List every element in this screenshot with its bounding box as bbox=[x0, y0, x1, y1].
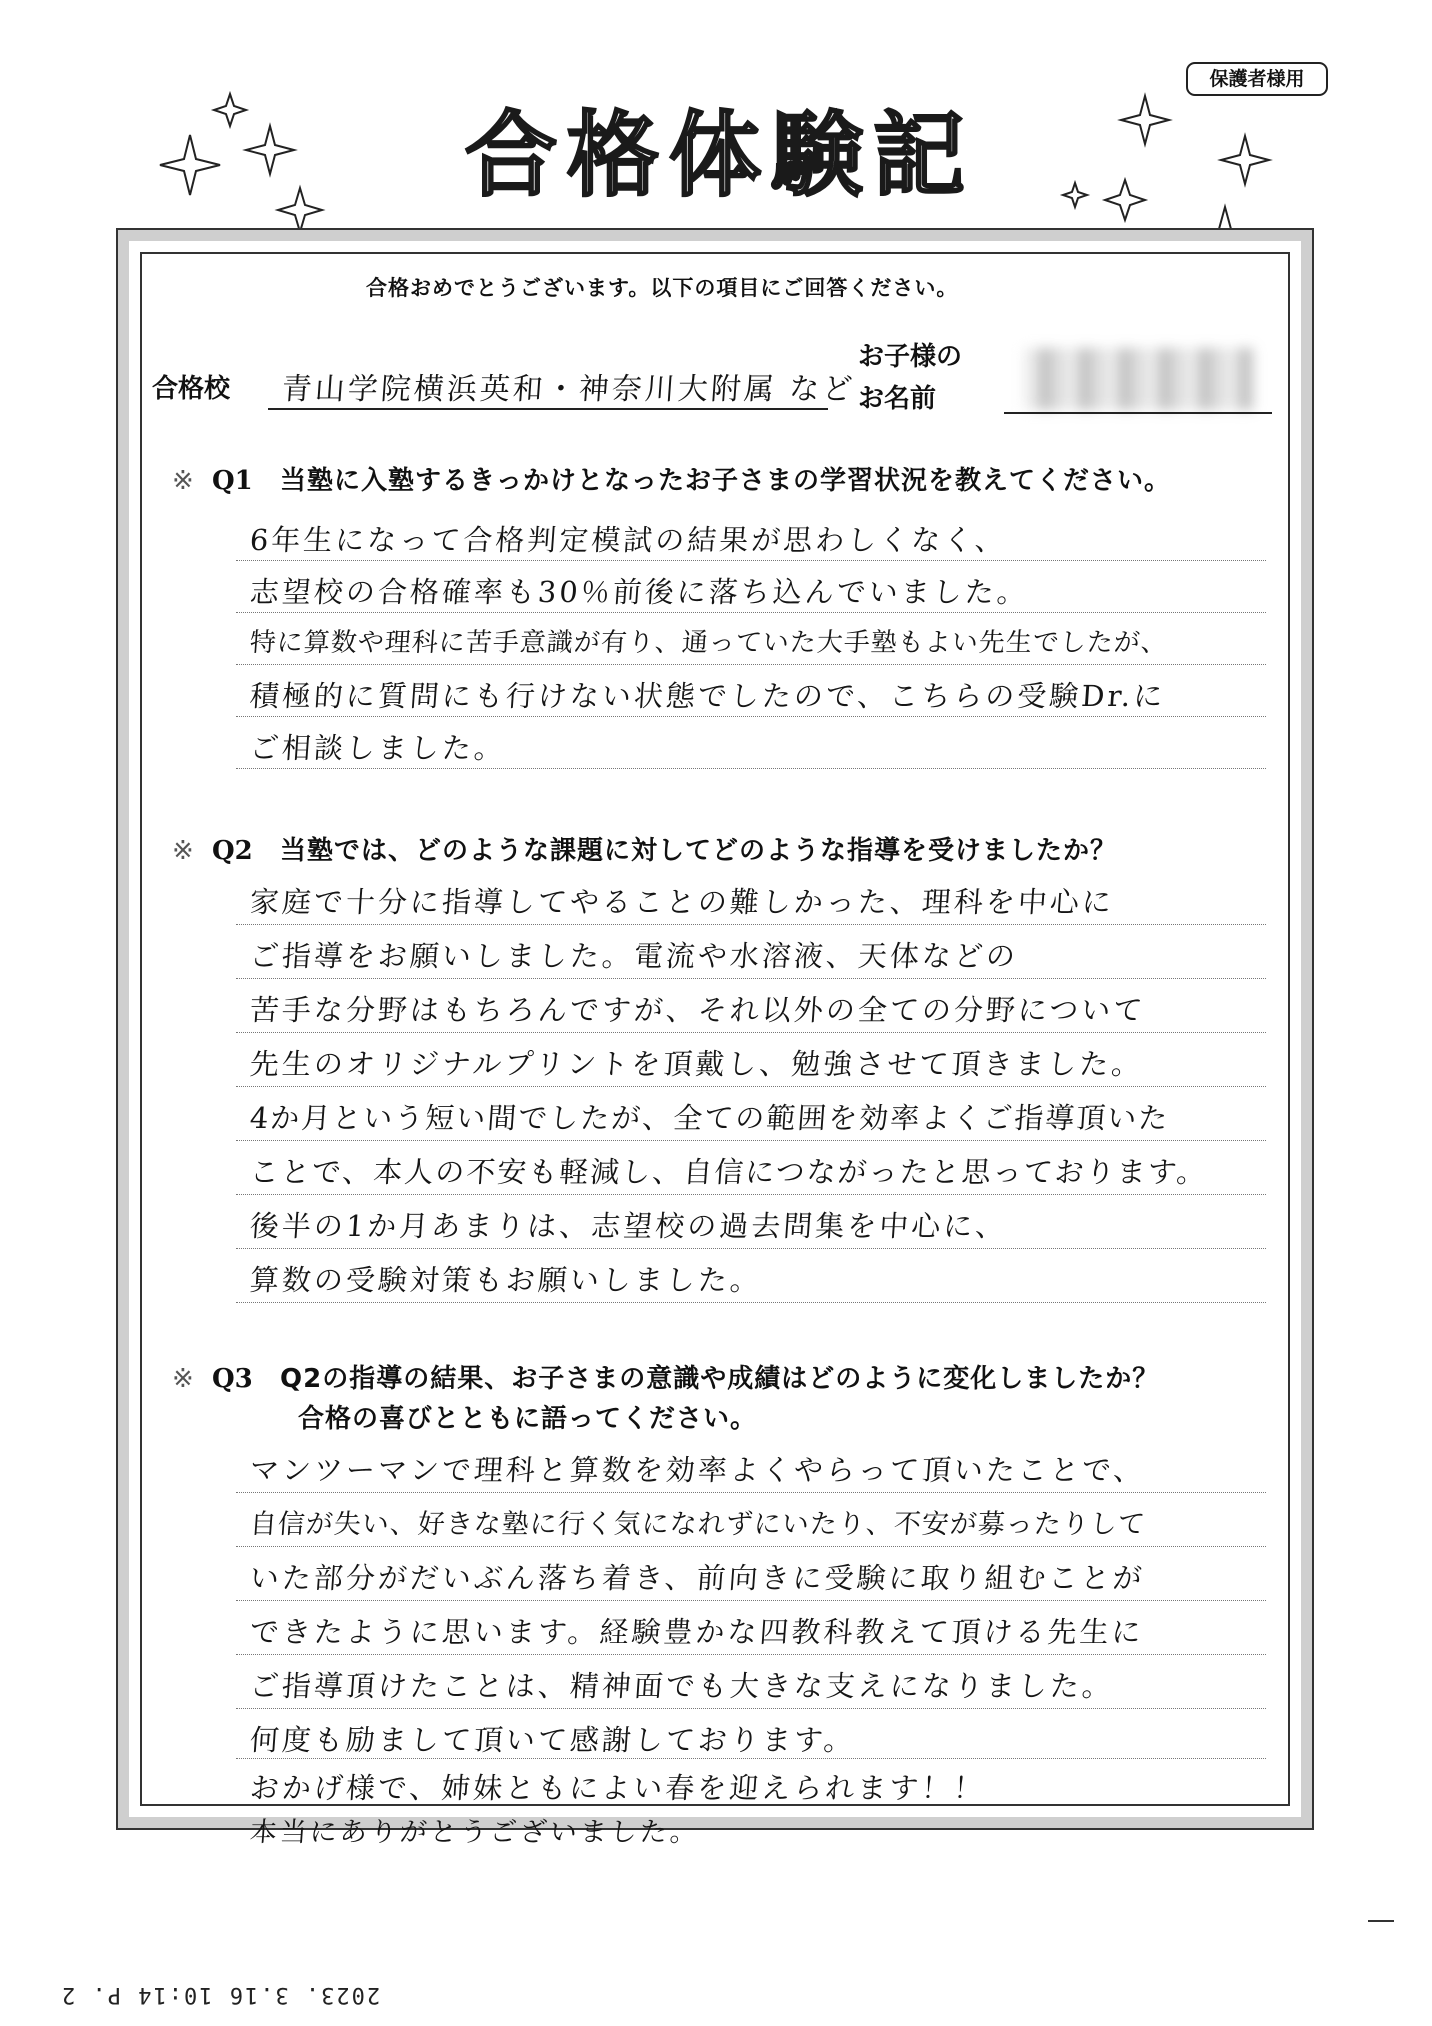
guardian-use-badge: 保護者様用 bbox=[1186, 62, 1328, 96]
answer-line: ことで、本人の不安も軽減し、自信につながったと思っております。 bbox=[248, 1155, 1209, 1189]
writing-line bbox=[236, 1032, 1266, 1033]
writing-line bbox=[236, 1758, 1266, 1759]
writing-line bbox=[236, 1302, 1266, 1303]
fax-timestamp: 2023. 3.16 10:14 P. 2 bbox=[60, 1982, 381, 2007]
answer-line: 積極的に質問にも行けない状態でしたので、こちらの受験Dr.に bbox=[248, 679, 1167, 713]
answer-line: 何度も励まして頂いて感謝しております。 bbox=[248, 1723, 857, 1757]
writing-line bbox=[236, 1654, 1266, 1655]
answer-line: 特に算数や理科に苦手意識が有り、通っていた大手塾もよい先生でしたが、 bbox=[248, 628, 1169, 658]
answer-line: 算数の受験対策もお願いしました。 bbox=[248, 1263, 764, 1297]
question-text: 当塾では、どのような課題に対してどのような指導を受けましたか？ bbox=[280, 836, 1118, 866]
question-3 bbox=[172, 1358, 1159, 1395]
answer-line: 後半の1か月あまりは、志望校の過去問集を中心に、 bbox=[248, 1209, 1009, 1243]
asterisk-mark-icon: ※ bbox=[172, 836, 194, 866]
intro-text: 合格おめでとうございます。以下の項目にご回答ください。 bbox=[366, 276, 959, 300]
writing-line bbox=[236, 768, 1266, 769]
writing-line bbox=[236, 924, 1266, 925]
writing-line bbox=[236, 1248, 1266, 1249]
writing-line bbox=[236, 1492, 1266, 1493]
question-2 bbox=[172, 830, 1117, 867]
redacted-name bbox=[1024, 348, 1254, 410]
answer-line: ご指導をお願いしました。電流や水溶液、天体などの bbox=[248, 939, 1020, 973]
writing-line bbox=[236, 978, 1266, 979]
question-number: Q3 bbox=[212, 1364, 253, 1394]
writing-line bbox=[236, 1086, 1266, 1087]
question-text: Q2の指導の結果、お子さまの意識や成績はどのように変化しましたか？ bbox=[280, 1364, 1160, 1394]
name-label-line2: お名前 bbox=[858, 384, 937, 414]
answer-line: 先生のオリジナルプリントを頂戴し、勉強させて頂きました。 bbox=[248, 1047, 1145, 1081]
question-1 bbox=[172, 460, 1171, 497]
writing-line bbox=[236, 560, 1266, 561]
answer-line: マンツーマンで理科と算数を効率よくやらって頂いたことで、 bbox=[248, 1453, 1147, 1487]
writing-line bbox=[236, 1194, 1266, 1195]
answer-line: 本当にありがとうございました。 bbox=[248, 1817, 701, 1848]
name-label-line1: お子様の bbox=[858, 342, 963, 372]
asterisk-mark-icon: ※ bbox=[172, 466, 194, 496]
school-label: 合格校 bbox=[152, 374, 231, 404]
answer-line: 志望校の合格確率も30％前後に落ち込んでいました。 bbox=[248, 575, 1030, 609]
answer-line: ご指導頂けたことは、精神面でも大きな支えになりました。 bbox=[248, 1669, 1116, 1703]
page-title: 合格体験記 bbox=[464, 101, 975, 209]
answer-line: 自信が失い、好きな塾に行く気になれずにいたり、不安が募ったりして bbox=[248, 1509, 1147, 1540]
name-underline bbox=[1004, 412, 1272, 414]
answer-line: できたように思います。経験豊かな四教科教えて頂ける先生に bbox=[248, 1615, 1145, 1649]
edge-mark bbox=[1368, 1920, 1394, 1922]
question-number: Q1 bbox=[212, 466, 253, 496]
school-underline bbox=[268, 408, 828, 410]
writing-line bbox=[236, 716, 1266, 717]
answer-line: おかげ様で、姉妹ともによい春を迎えられます！！ bbox=[248, 1771, 987, 1805]
question-text-line2: 合格の喜びとともに語ってください。 bbox=[298, 1404, 758, 1434]
writing-line bbox=[236, 1546, 1266, 1547]
school-value: 青山学院横浜英和・神奈川大附属 など bbox=[280, 372, 857, 407]
answer-line: ご相談しました。 bbox=[248, 731, 508, 765]
writing-line bbox=[236, 1708, 1266, 1709]
answer-line: いた部分がだいぶん落ち着き、前向きに受験に取り組むことが bbox=[248, 1561, 1146, 1595]
asterisk-mark-icon: ※ bbox=[172, 1364, 194, 1394]
writing-line bbox=[236, 612, 1266, 613]
answer-line: 6年生になって合格判定模試の結果が思わしくなく、 bbox=[248, 523, 1008, 557]
writing-line bbox=[236, 1140, 1266, 1141]
answer-line: 家庭で十分に指導してやることの難しかった、理科を中心に bbox=[248, 885, 1116, 919]
question-text: 当塾に入塾するきっかけとなったお子さまの学習状況を教えてください。 bbox=[280, 466, 1172, 496]
writing-line bbox=[236, 1600, 1266, 1601]
answer-line: 苦手な分野はもちろんですが、それ以外の全ての分野について bbox=[248, 993, 1147, 1027]
writing-line bbox=[236, 664, 1266, 665]
answer-line: 4か月という短い間でしたが、全ての範囲を効率よくご指導頂いた bbox=[248, 1101, 1171, 1135]
question-number: Q2 bbox=[212, 836, 253, 866]
